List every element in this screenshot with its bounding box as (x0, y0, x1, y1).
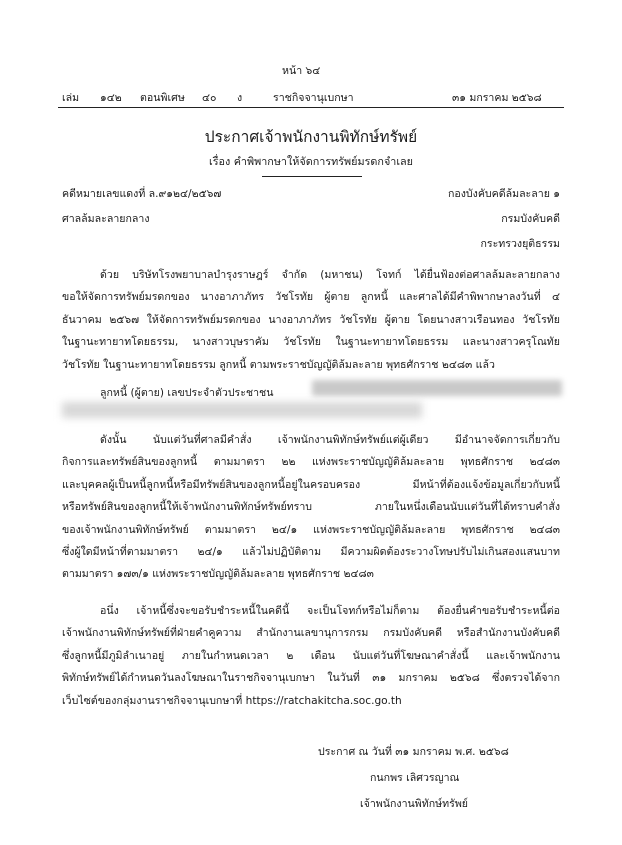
paragraph-3-line: เว็บไซต์ของกลุ่มงานราชกิจจานุเบกษาที่ https://ratchakitcha.soc.go.th (62, 694, 402, 707)
subject: เรื่อง คำพิพากษาให้จัดการทรัพย์มรดกจำเลย (209, 155, 413, 168)
debtor-id-label: ลูกหนี้ (ผู้ตาย) เลขประจำตัวประชาชน (100, 387, 274, 399)
case-number: คดีหมายเลขแดงที่ ล.๙๑๒๔/๒๕๖๗ (62, 188, 222, 200)
paragraph-2-line: กิจการและทรัพย์สินของลูกหนี้ ตามมาตรา ๒๒ แห่งพระราชบัญญัติล้มละลาย พุทธศักราช ๒๔๘๓ (62, 456, 560, 469)
court-name: ศาลล้มละลายกลาง (62, 213, 150, 225)
redacted-address (62, 402, 422, 418)
announcement-date: ประกาศ ณ วันที่ ๓๑ มกราคม พ.ศ. ๒๕๖๘ (318, 746, 509, 758)
paragraph-1-line: ขอให้จัดการทรัพย์มรดกของ นางอาภาภัทร วัชโรทัย ผู้ตาย ลูกหนี้ และศาลได้มีคำพิพากษาลงวันที่ ๔ (62, 291, 560, 304)
title-rule (262, 176, 362, 177)
paragraph-3-line: เจ้าพนักงานพิทักษ์ทรัพย์ที่ฝ่ายคำคูความ สำนักงานเลขานุการกรม กรมบังคับคดี หรือสำนักงานบังคับคดี (62, 627, 560, 640)
gazette-name: ราชกิจจานุเบกษา (273, 92, 354, 104)
paragraph-2-line: ของเจ้าพนักงานพิทักษ์ทรัพย์ ตามมาตรา ๒๔/๑ แห่งพระราชบัญญัติล้มละลาย พุทธศักราช ๒๔๘๓ (62, 523, 560, 536)
office-department: กรมบังคับคดี (501, 213, 560, 225)
paragraph-1-line: ธันวาคม ๒๕๖๗ ให้จัดการทรัพย์มรดกของ นางอาภาภัทร วัชโรทัย ผู้ตาย โดยนางสาวเรือนทอง วัชโรทัย (62, 313, 560, 326)
volume-number: ๑๔๒ (100, 92, 122, 104)
signatory-position: เจ้าพนักงานพิทักษ์ทรัพย์ (360, 798, 469, 810)
paragraph-3-line: อนึ่ง เจ้าหนี้ซึ่งจะขอรับชำระหนี้ในคดีนี้ จะเป็นโจทก์หรือไม่ก็ตาม ต้องยื่นคำขอรับชำระหนี้ต่อ (100, 605, 560, 617)
section-letter: ง (237, 92, 243, 104)
page-title: ประกาศเจ้าพนักงานพิทักษ์ทรัพย์ (204, 128, 418, 146)
header-rule (58, 107, 564, 108)
paragraph-2-line: ตามมาตรา ๑๗๓/๑ แห่งพระราชบัญญัติล้มละลาย พุทธศักราช ๒๔๘๓ (62, 568, 374, 581)
issue-label: ตอนพิเศษ (140, 92, 185, 104)
redacted-id (312, 380, 562, 396)
paragraph-1-line: วัชโรทัย ในฐานะทายาทโดยธรรม ลูกหนี้ ตามพระราชบัญญัติล้มละลาย พุทธศักราช ๒๔๘๓ แล้ว (62, 358, 495, 371)
paragraph-3 (62, 600, 560, 712)
paragraph-2-line: ดังนั้น นับแต่วันที่ศาลมีคำสั่ง เจ้าพนักงานพิทักษ์ทรัพย์แต่ผู้เดียว มีอำนาจจัดการเกี่ยวกับ (100, 434, 560, 446)
paragraph-2-line: หรือทรัพย์สินของลูกหนี้ให้เจ้าพนักงานพิทักษ์ทรัพย์ทราบ ภายในหนึ่งเดือนนับแต่วันที่ได้ทราบคำสั่ง (62, 501, 560, 514)
page-number: หน้า ๖๔ (282, 65, 321, 77)
paragraph-1-line: ในฐานะทายาทโดยธรรม, นางสาวบุษราคัม วัชโรทัย ในฐานะทายาทโดยธรรม และนางสาวครุโณทัย (62, 336, 560, 349)
paragraph-3-line: พิทักษ์ทรัพย์ได้กำหนดวันลงโฆษณาในราชกิจจานุเบกษา ในวันที่ ๓๑ มกราคม ๒๕๖๘ ซึ่งตรวจได้จาก (62, 672, 560, 685)
office-division: กองบังคับคดีล้มละลาย ๑ (447, 188, 560, 200)
paragraph-3-line: ซึ่งลูกหนี้มีภูมิลำเนาอยู่ ภายในกำหนดเวลา ๒ เดือน นับแต่วันที่โฆษณาคำสั่งนี้ และเจ้าพนักงาน (62, 649, 560, 662)
paragraph-1 (62, 264, 560, 376)
office-ministry: กระทรวงยุติธรรม (480, 238, 560, 250)
issue-number: ๔๐ (202, 92, 217, 104)
paragraph-2-line: ซึ่งผู้ใดมีหน้าที่ตามมาตรา ๒๔/๑ แล้วไม่ปฏิบัติตาม มีความผิดต้องระวางโทษปรับไม่เกินสองแสนบาท (62, 545, 560, 558)
paragraph-1-line: ด้วย บริษัทโรงพยาบาลบำรุงราษฎร์ จำกัด (มหาชน) โจทก์ ได้ยื่นฟ้องต่อศาลล้มละลายกลาง (100, 269, 560, 281)
issue-date: ๓๑ มกราคม ๒๕๖๘ (452, 92, 542, 104)
paragraph-2-line: และบุคคลผู้เป็นหนี้ลูกหนี้หรือมีทรัพย์สินของลูกหนี้อยู่ในครอบครอง มีหน้าที่ต้องแจ้งข้อมูลเกี่ยวกับหนี้ (62, 478, 560, 491)
volume-label: เล่ม (62, 92, 80, 104)
signatory-name: กนกพร เลิศวรญาณ (370, 772, 460, 784)
paragraph-2 (62, 429, 560, 586)
